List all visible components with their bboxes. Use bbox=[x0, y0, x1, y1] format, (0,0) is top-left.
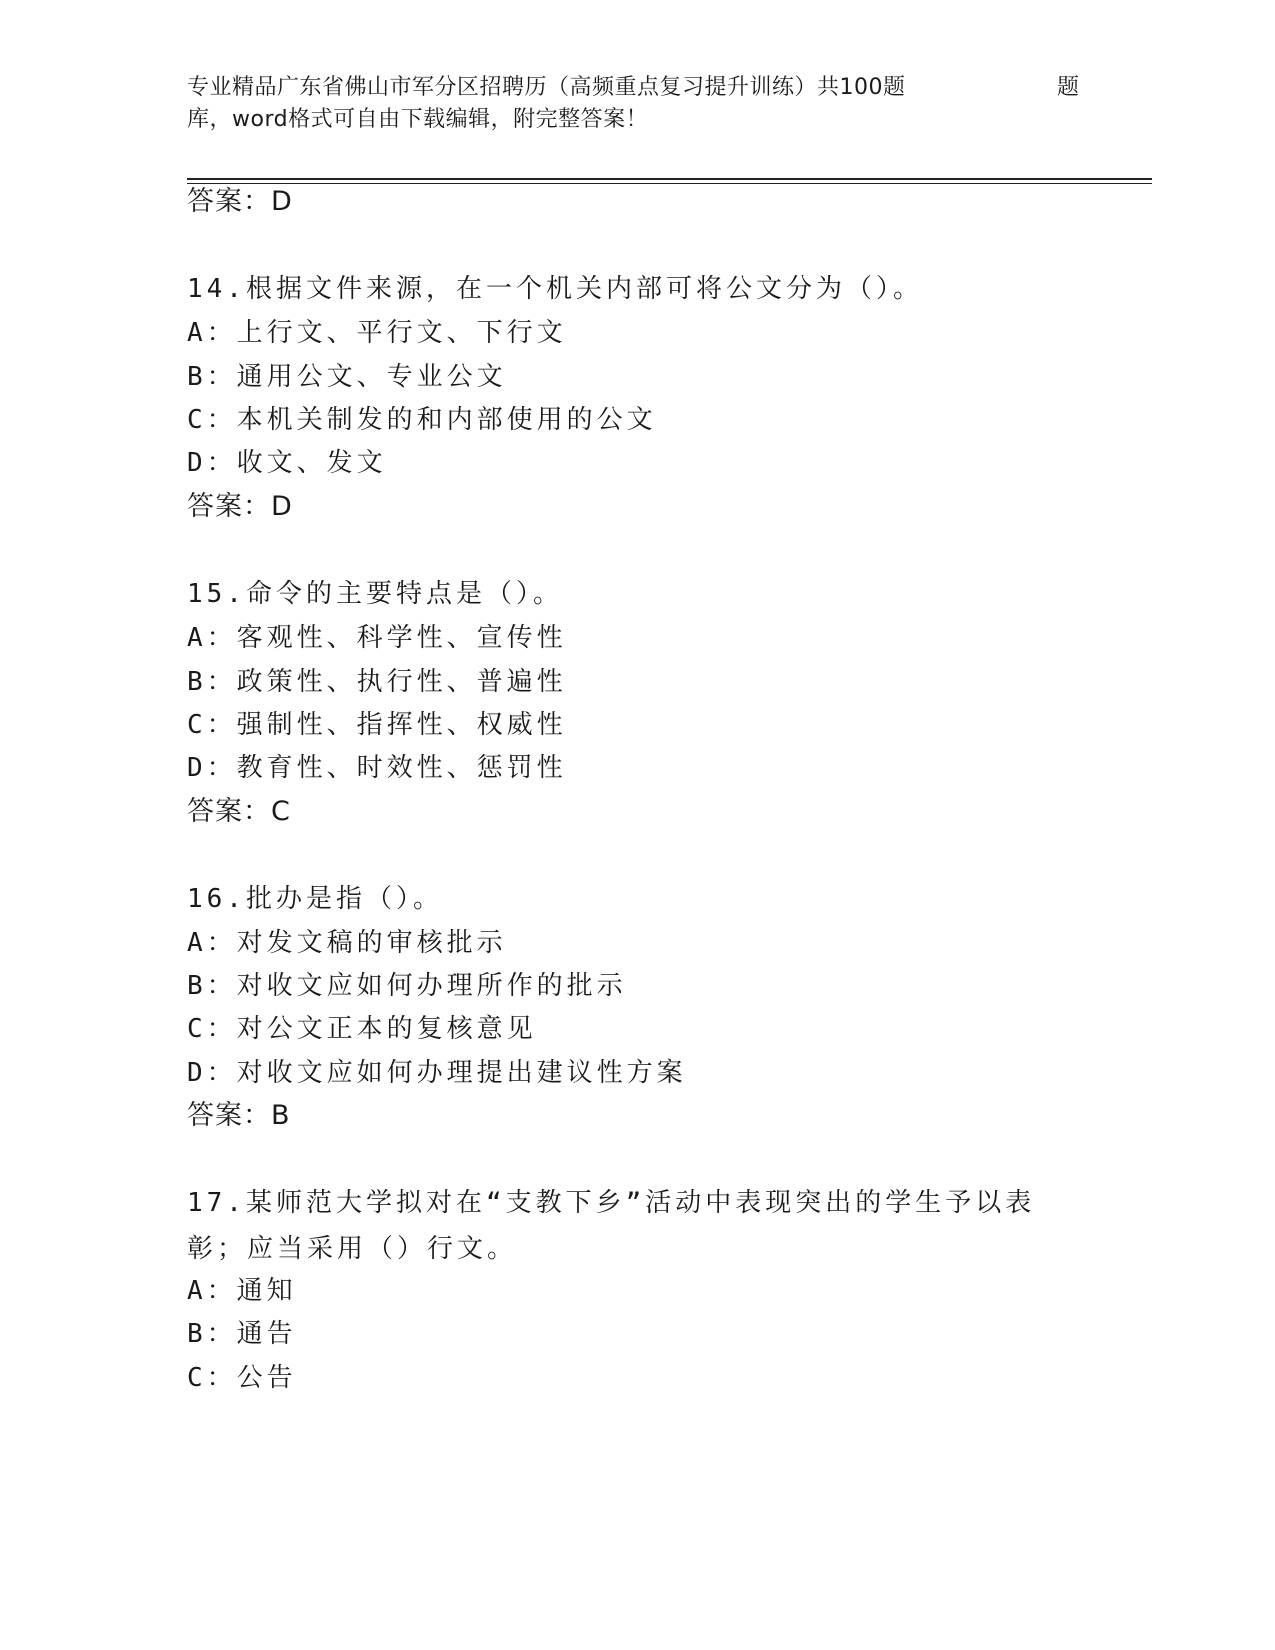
header-title-tail: 题 bbox=[1057, 75, 1080, 100]
option-c: C：公告 bbox=[187, 1363, 297, 1393]
option-b: B：对收文应如何办理所作的批示 bbox=[187, 971, 627, 1001]
document-header bbox=[187, 72, 1087, 136]
answer-label: 答案：D bbox=[187, 491, 293, 522]
option-b: B：政策性、执行性、普遍性 bbox=[187, 667, 567, 697]
option-c: C：本机关制发的和内部使用的公文 bbox=[187, 405, 657, 435]
header-divider-thin bbox=[187, 183, 1152, 184]
option-a: A：上行文、平行文、下行文 bbox=[187, 318, 567, 348]
option-d: D：教育性、时效性、惩罚性 bbox=[187, 753, 567, 783]
answer-label: 答案：C bbox=[187, 796, 291, 827]
header-line-1 bbox=[187, 72, 1087, 104]
question-16: 16.批办是指（）。 bbox=[187, 884, 443, 914]
option-a: A：客观性、科学性、宣传性 bbox=[187, 623, 567, 653]
option-c: C：对公文正本的复核意见 bbox=[187, 1014, 537, 1044]
option-d: D：收文、发文 bbox=[187, 448, 387, 478]
header-divider-thick bbox=[187, 178, 1152, 180]
header-line-2: 库，word格式可自由下载编辑，附完整答案！ bbox=[187, 107, 649, 132]
option-a: A：对发文稿的审核批示 bbox=[187, 928, 507, 958]
option-a: A：通知 bbox=[187, 1276, 297, 1306]
answer-label: 答案：D bbox=[187, 186, 293, 217]
option-b: B：通告 bbox=[187, 1319, 297, 1349]
header-title: 专业精品广东省佛山市军分区招聘历（高频重点复习提升训练）共100题 bbox=[187, 75, 906, 100]
question-15: 15.命令的主要特点是（）。 bbox=[187, 579, 563, 609]
option-d: D：对收文应如何办理提出建议性方案 bbox=[187, 1058, 687, 1088]
question-14: 14.根据文件来源，在一个机关内部可将公文分为（）。 bbox=[187, 274, 923, 304]
question-17: 17.某师范大学拟对在“支教下乡”活动中表现突出的学生予以表彰；应当采用（）行文。 bbox=[187, 1188, 1036, 1264]
option-b: B：通用公文、专业公文 bbox=[187, 362, 507, 392]
option-c: C：强制性、指挥性、权威性 bbox=[187, 710, 567, 740]
answer-label: 答案：B bbox=[187, 1100, 291, 1131]
